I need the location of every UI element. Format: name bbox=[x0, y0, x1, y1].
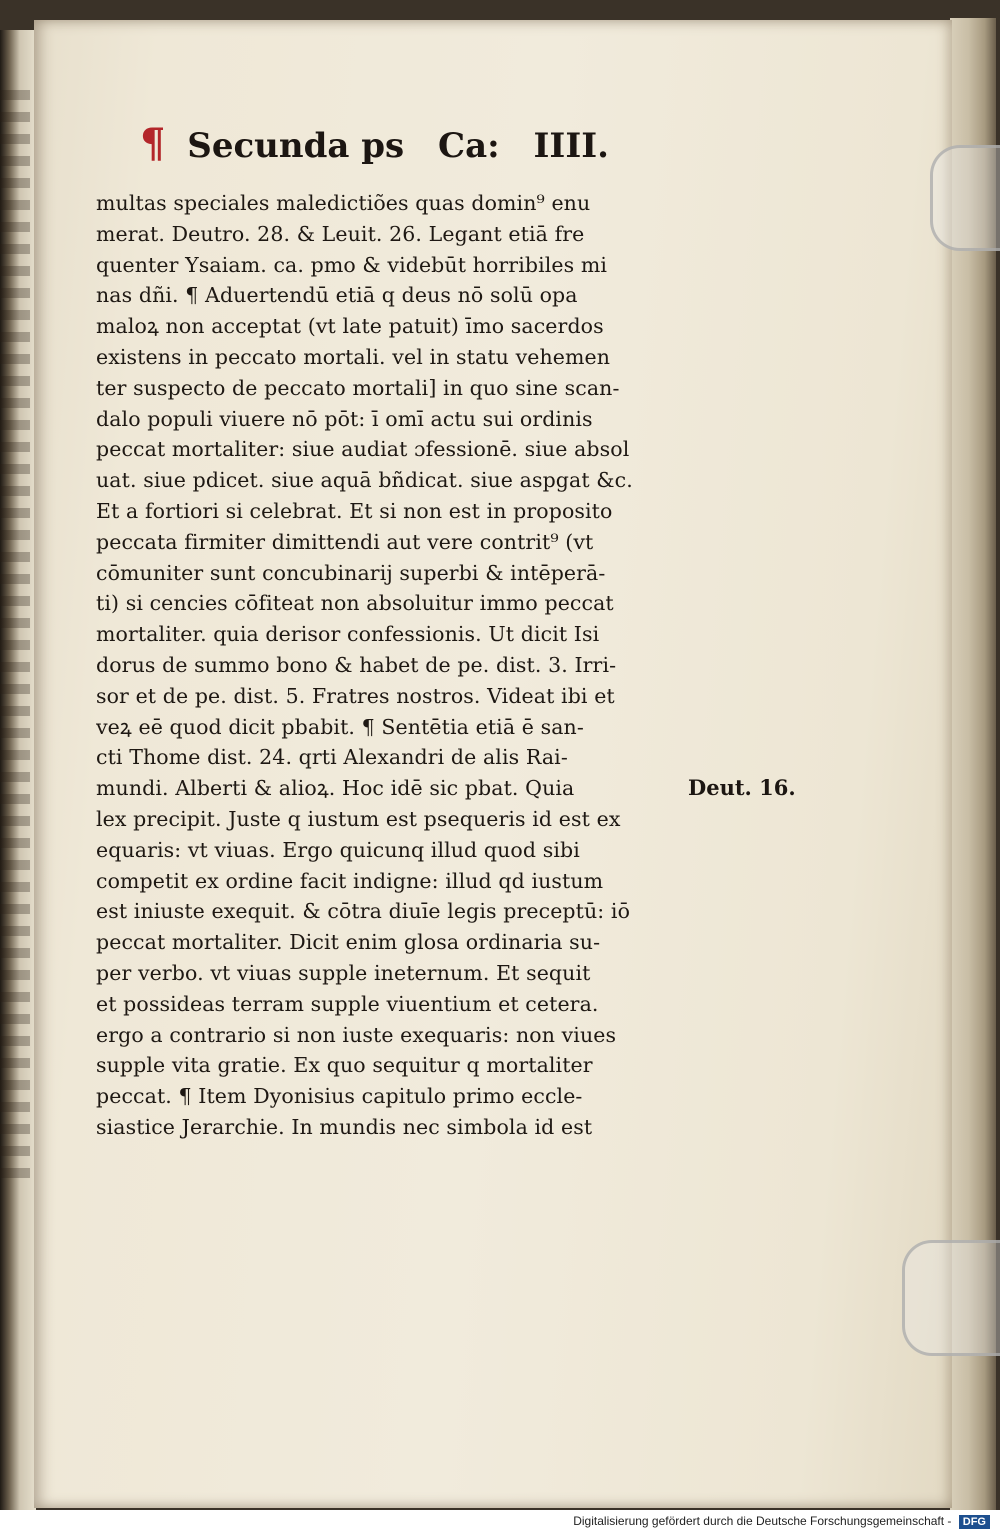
text-line: ter suspecto de peccato mortali] in quo sine scan- bbox=[96, 375, 620, 400]
text-line: multas speciales maledictiões quas domin⁹ enu bbox=[96, 191, 591, 215]
footer-credit bbox=[573, 1514, 990, 1529]
text-line: nas dñi. ¶ Aduertendū etiā q deus nō solū opa bbox=[96, 283, 578, 308]
text-line: supple vita gratie. Ex quo sequitur q mortaliter bbox=[96, 1053, 593, 1078]
bottom-page-clip bbox=[902, 1240, 1000, 1356]
text-line: merat. Deutro. 28. & Leuit. 26. Legant etiā fre bbox=[96, 221, 585, 246]
text-line: et possideas terram supple viuentium et cetera. bbox=[96, 991, 599, 1016]
chapter-label: Ca: bbox=[438, 126, 500, 166]
text-line: peccat. ¶ Item Dyonisius capitulo primo eccle- bbox=[96, 1084, 583, 1109]
text-line: cti Thome dist. 24. qrti Alexandri de alis Rai- bbox=[96, 745, 568, 770]
previous-page-text-shadow bbox=[0, 90, 30, 1190]
text-line: mundi. Alberti & alioꝝ. Hoc idē sic pbat. Quia bbox=[96, 776, 575, 801]
margin-note: Deut. 16. bbox=[688, 775, 796, 800]
text-line: peccat mortaliter. Dicit enim glosa ordinaria su- bbox=[96, 930, 601, 955]
chapter-number: IIII. bbox=[533, 126, 609, 166]
part-title: Secunda ps bbox=[187, 126, 405, 166]
top-page-clip bbox=[930, 145, 1000, 251]
text-line: cōmuniter sunt concubinarij superbi & intēperā- bbox=[96, 560, 606, 585]
text-line: ergo a contrario si non iuste exequaris: non viues bbox=[96, 1022, 617, 1047]
text-line: mortaliter. quia derisor confessionis. Ut dicit Isi bbox=[96, 622, 600, 647]
text-line: siastice Jerarchie. In mundis nec simbola id est bbox=[96, 1114, 593, 1139]
text-line: uat. siue pdicet. siue aquā bñdicat. siue aspgat &c. bbox=[96, 468, 633, 493]
text-line: ti) si cencies cōfiteat non absoluitur immo peccat bbox=[96, 591, 614, 616]
text-line: sor et de pe. dist. 5. Fratres nostros. Videat ibi et bbox=[96, 683, 615, 708]
dfg-logo: DFG bbox=[959, 1515, 990, 1529]
text-line: competit ex ordine facit indigne: illud qd iustum bbox=[96, 868, 604, 893]
text-line: equaris: vt viuas. Ergo quicunq illud quod sibi bbox=[96, 837, 580, 862]
text-line: lex precipit. Juste q iustum est psequeris id est ex bbox=[96, 806, 621, 831]
text-line: maloꝝ non acceptat (vt late patuit) īmo sacerdos bbox=[96, 314, 604, 339]
text-line: peccat mortaliter: siue audiat ɔfessionē. siue absol bbox=[96, 437, 630, 462]
footer-credit-text: Digitalisierung gefördert durch die Deutsche Forschungsgemeinschaft - bbox=[573, 1514, 952, 1528]
text-line: est iniuste exequit. & cōtra diuīe legis preceptū: iō bbox=[96, 899, 631, 924]
text-line: existens in peccato mortali. vel in statu vehemen bbox=[96, 344, 611, 369]
body-text bbox=[96, 188, 686, 1143]
text-line: dorus de summo bono & habet de pe. dist. 3. Irri- bbox=[96, 652, 617, 677]
footer-bar bbox=[0, 1510, 1000, 1534]
text-line: peccata firmiter dimittendi aut vere contrit⁹ (vt bbox=[96, 529, 594, 554]
running-head bbox=[140, 120, 700, 170]
text-line: Et a fortiori si celebrat. Et si non est in proposito bbox=[96, 498, 613, 523]
text-line: veꝝ eē quod dicit pbabit. ¶ Sentētia etiā ē san- bbox=[96, 714, 584, 739]
rubric-pilcrow: ¶ bbox=[140, 120, 166, 167]
text-line: per verbo. vt viuas supple ineternum. Et sequit bbox=[96, 960, 591, 985]
text-line: dalo populi viuere nō pōt: ī omī actu sui ordinis bbox=[96, 406, 593, 431]
text-line: quenter Ysaiam. ca. pmo & videbūt horribiles mi bbox=[96, 252, 608, 277]
